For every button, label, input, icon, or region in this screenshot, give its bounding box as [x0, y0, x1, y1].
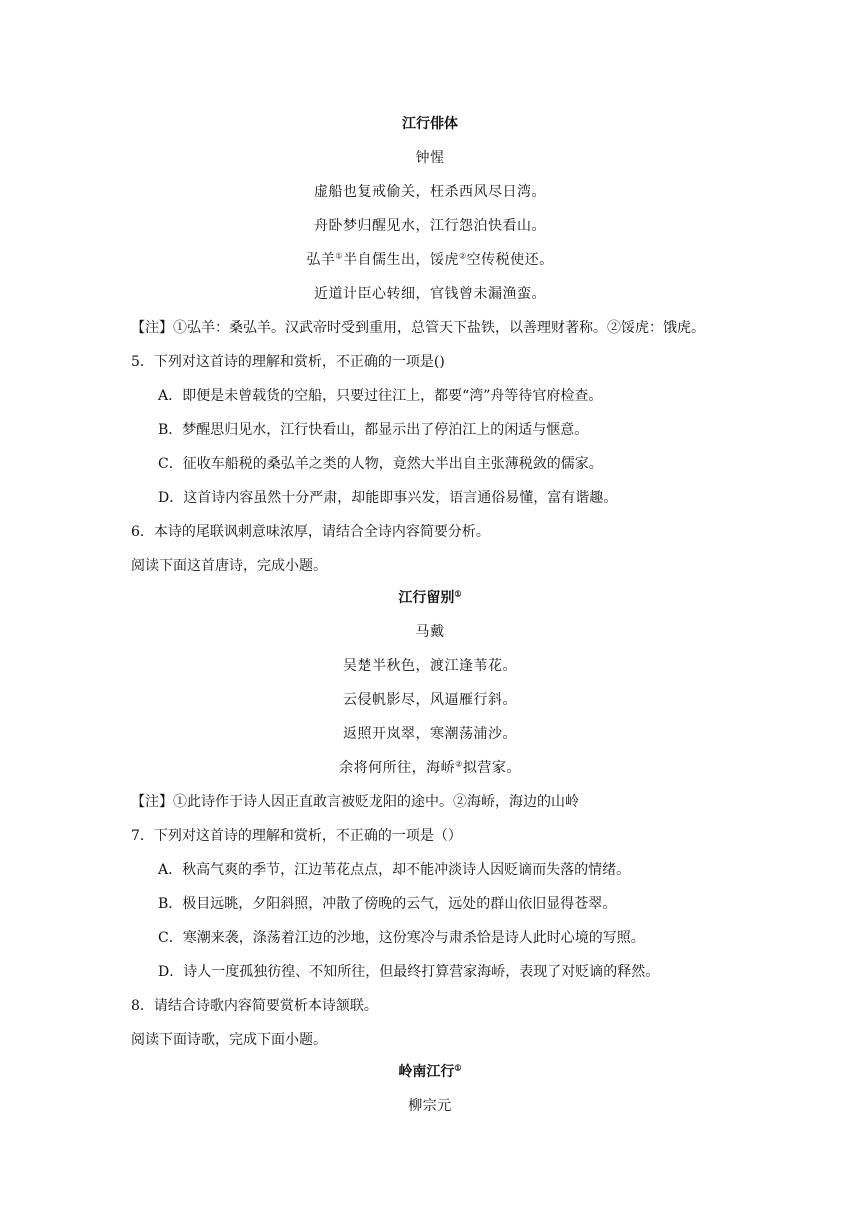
question-7-option-a: A．秋高气爽的季节，江边苇花点点，却不能冲淡诗人因贬谪而失落的情绪。	[158, 862, 631, 878]
poem2-line-4	[0, 757, 860, 777]
poem1-line-3-part-c: 空传税使还。	[466, 252, 554, 268]
question-6: 6．本诗的尾联讽刺意味浓厚，请结合全诗内容简要分析。	[131, 524, 490, 540]
poem2-line-2: 云侵帆影尽，风逼雁行斜。	[343, 692, 517, 708]
poem2-line-4-part-a: 余将何所往，海峤	[339, 760, 456, 776]
reading-instruction-2: 阅读下面这首唐诗，完成小题。	[131, 558, 327, 574]
poem1-line-2: 舟卧梦归醒见水，江行怨泊快看山。	[314, 218, 546, 234]
question-7-option-b: B．极目远眺，夕阳斜照，冲散了傍晚的云气，远处的群山依旧显得苍翠。	[158, 896, 617, 912]
poem1-author: 钟惺	[415, 150, 445, 166]
poem2-title-text: 江行留别	[398, 590, 455, 606]
question-5-option-b: B．梦醒思归见水，江行快看山，都显示出了停泊江上的闲适与惬意。	[158, 422, 589, 438]
question-5-stem: 5．下列对这首诗的理解和赏析，不正确的一项是()	[131, 354, 445, 370]
poem1-line-3	[0, 249, 860, 269]
question-7-option-d: D．诗人一度孤独彷徨、不知所往，但最终打算营家海峤，表现了对贬谪的释然。	[158, 964, 660, 980]
poem2-title-footnote-mark: ①	[454, 588, 462, 599]
poem2-line-3: 返照开岚翠，寒潮荡浦沙。	[343, 726, 517, 742]
question-8: 8．请结合诗歌内容简要赏析本诗颔联。	[131, 998, 378, 1014]
poem2-footnote-2-mark: ②	[455, 759, 463, 769]
poem3-title-footnote-mark: ①	[454, 1062, 462, 1073]
poem3-title-text: 岭南江行	[398, 1064, 455, 1080]
question-5-option-d: D．这首诗内容虽然十分严肃，却能即事兴发，语言通俗易懂，富有谐趣。	[158, 490, 618, 506]
poem2-author: 马戴	[415, 624, 445, 640]
reading-instruction-3: 阅读下面诗歌，完成下面小题。	[131, 1032, 327, 1048]
poem3-title	[0, 1061, 860, 1081]
question-7-stem: 7．下列对这首诗的理解和赏析，不正确的一项是（）	[131, 828, 462, 844]
poem1-line-3-part-a: 弘羊	[306, 252, 336, 268]
question-5-option-a: A．即便是未曾载货的空船，只要过往江上，都要“湾”舟等待官府检查。	[158, 388, 603, 404]
poem2-line-1: 吴楚半秋色，渡江逢苇花。	[343, 658, 517, 674]
poem1-line-3-part-b: 半自儒生出，馁虎	[343, 252, 459, 268]
poem1-line-4: 近道计臣心转细，官钱曾未漏渔蛮。	[314, 286, 546, 302]
poem3-author: 柳宗元	[408, 1098, 452, 1114]
question-7-option-c: C．寒潮来袭，涤荡着江边的沙地，这份寒冷与肃杀恰是诗人此时心境的写照。	[158, 930, 645, 946]
poem1-title: 江行俳体	[402, 116, 458, 132]
poem1-note: 【注】①弘羊：桑弘羊。汉武帝时受到重用，总管天下盐铁，以善理财著称。②馁虎：饿虎。	[131, 320, 705, 336]
poem2-line-4-part-b: 拟营家。	[462, 760, 521, 776]
poem1-footnote-1-mark: ①	[335, 251, 343, 261]
poem1-footnote-2-mark: ②	[459, 251, 467, 261]
poem1-line-1: 虚船也复戒偷关，枉杀西风尽日湾。	[314, 184, 546, 200]
poem2-note: 【注】①此诗作于诗人因正直敢言被贬龙阳的途中。②海峤，海边的山岭	[131, 794, 579, 810]
question-5-option-c: C．征收车船税的桑弘羊之类的人物，竟然大半出自主张薄税敛的儒家。	[158, 456, 603, 472]
poem2-title	[0, 587, 860, 607]
